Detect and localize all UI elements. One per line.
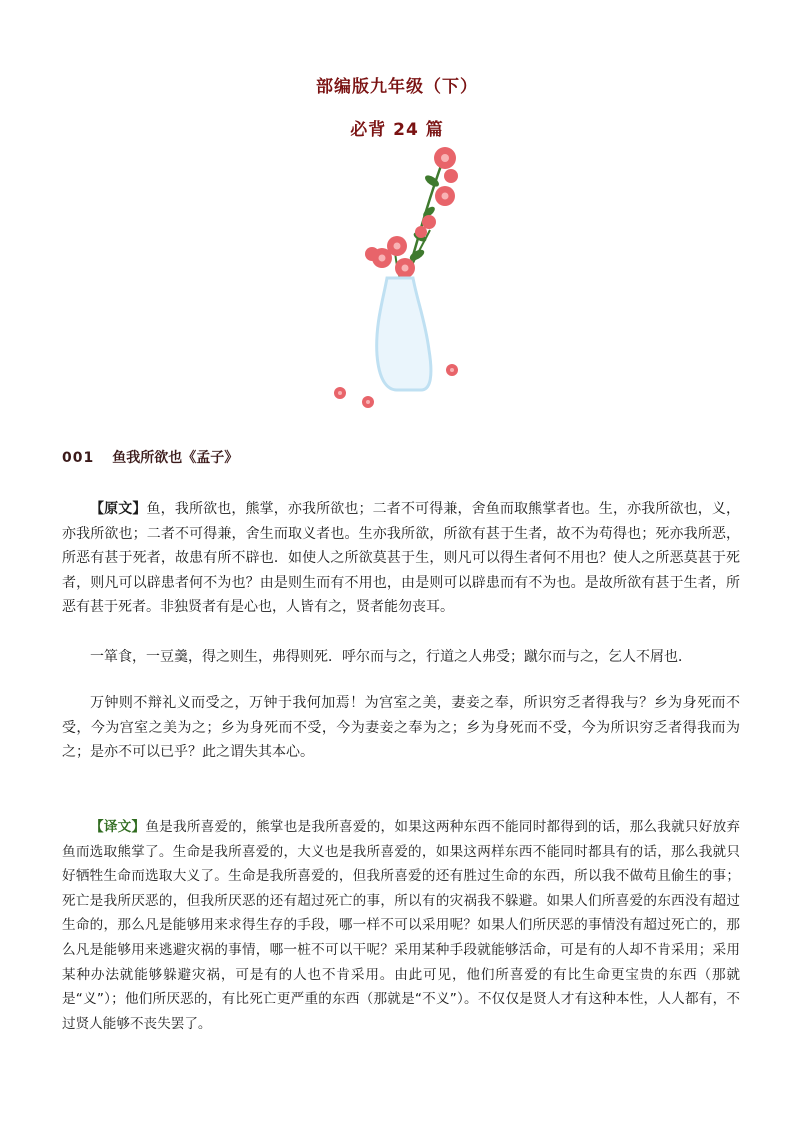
document-subtitle: 必背 24 篇 [350,120,444,140]
flower-center [441,154,449,162]
section-number: 001 [62,450,95,466]
original-text-1: 鱼，我所欲也，熊掌，亦我所欲也；二者不可得兼，舍鱼而取熊掌者也。生，亦我所欲也，义，亦我所欲也；二者不可得兼，舍生而取义者也。生亦我所欲，所欲有甚于生者，故不为苟得也；死亦我所恶，所恶有甚于死者，故患有所不辟也．如使人之所欲莫甚于生，则凡可以得生者何不用也？使人之所恶莫甚于死者，则凡可以辟患者何不为也？由是则生而有不用也，由是则可以辟患而有不为也。是故所欲有甚于生者，所恶有甚于死者。非独贤者有是心也，人皆有之，贤者能勿丧耳。 [62,501,741,616]
original-text-2: 一箪食，一豆羹，得之则生，弗得则死．呼尔而与之，行道之人弗受；蹴尔而与之，乞人不屑也． [90,649,692,665]
original-paragraph-1 [62,497,740,620]
section-title: 鱼我所欲也《孟子》 [112,450,239,466]
flower-center [379,255,386,262]
flower-center [394,243,401,250]
translation-label: 【译文】 [90,819,146,835]
original-paragraph-2 [62,645,740,670]
document-title: 部编版九年级（下） [316,77,478,97]
flower-center [442,193,449,200]
original-label: 【原文】 [90,501,147,517]
section-heading [62,447,238,467]
original-text-3: 万钟则不辩礼义而受之，万钟于我何加焉！为宫室之美，妻妾之奉，所识穷乏者得我与？乡为身死而不受，今为宫室之美为之；乡为身死而不受，今为妻妾之奉为之；乡为身死而不受，今为所识穷乏者得我而为之；是亦不可以已乎？此之谓失其本心。 [62,695,740,761]
flower [365,247,379,261]
flower-center [402,265,409,272]
original-paragraph-3 [62,691,740,765]
translation-paragraph [62,815,740,1036]
flower [415,226,427,238]
translation-text: 鱼是我所喜爱的，熊掌也是我所喜爱的，如果这两种东西不能同时都得到的话，那么我就只好放弃鱼而选取熊掌了。生命是我所喜爱的，大义也是我所喜爱的，如果这两样东西不能同时都具有的话，那么我就只好牺牲生命而选取大义了。生命是我所喜爱的，但我所喜爱的还有胜过生命的东西，所以我不做苟且偷生的事；死亡是我所厌恶的，但我所厌恶的还有超过死亡的事，所以有的灾祸我不躲避。如果人们所喜爱的东西没有超过生命的，那么凡是能够用来求得生存的手段，哪一样不可以采用呢？如果人们所厌恶的事情没有超过死亡的，那么凡是能够用来逃避灾祸的事情，哪一桩不可以干呢？采用某种手段就能够活命，可是有的人却不肯采用；采用某种办法就能够躲避灾祸，可是有的人也不肯采用。由此可见，他们所喜爱的有比生命更宝贵的东西（那就是“义”）；他们所厌恶的，有比死亡更严重的东西（那就是“不义”）。不仅仅是贤人才有这种本性，人人都有，不过贤人能够不丧失罢了。 [62,819,741,1032]
vase [377,278,431,390]
flower-vase-illustration [325,140,465,415]
flower [444,169,458,183]
